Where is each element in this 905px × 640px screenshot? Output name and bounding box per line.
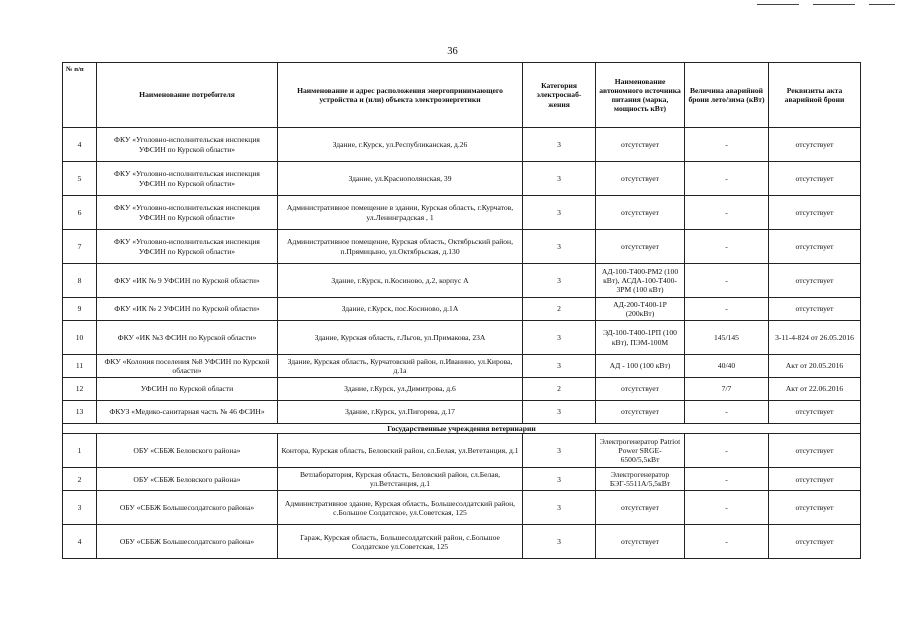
- emergency-reserve-cell: -: [685, 491, 769, 525]
- table-row: [63, 378, 861, 401]
- supply-category-cell: 3: [523, 196, 596, 230]
- row-number-cell: 7: [63, 230, 97, 264]
- row-number-cell: 1: [63, 434, 97, 468]
- object-address-cell: Здание, ул.Краснополянская, 39: [278, 162, 523, 196]
- reserve-act-cell: отсутствует: [769, 401, 861, 424]
- consumer-name-cell: ОБУ «СББЖ Большесолдатского района»: [97, 491, 278, 525]
- row-number-cell: 9: [63, 298, 97, 321]
- supply-category-cell: 2: [523, 298, 596, 321]
- power-source-cell: ЭД-100-Т400-1РП (100 кВт), ПЭМ-100М: [596, 321, 685, 355]
- supply-category-cell: 3: [523, 468, 596, 491]
- page-number: 36: [447, 46, 458, 57]
- power-source-cell: АД - 100 (100 кВт): [596, 355, 685, 378]
- reserve-act-cell: Акт от 22.06.2016: [769, 378, 861, 401]
- object-address-cell: Гараж, Курская область, Большесолдатский район, с.Большое Солдатское ул.Советская, 125: [278, 525, 523, 559]
- power-source-cell: отсутствует: [596, 401, 685, 424]
- reserve-act-cell: отсутствует: [769, 525, 861, 559]
- object-address-cell: Здание, Курская область, Курчатовский район, п.Иванино, ул.Кирова, д.1а: [278, 355, 523, 378]
- supply-category-cell: 3: [523, 355, 596, 378]
- reserve-act-cell: 3-11-4-824 от 26.05.2016: [769, 321, 861, 355]
- consumer-name-cell: ОБУ «СББЖ Большесолдатского района»: [97, 525, 278, 559]
- consumer-name-cell: ФКУ «Уголовно-исполнительская инспекция УФСИН по Курской области»: [97, 196, 278, 230]
- emergency-reserve-cell: 145/145: [685, 321, 769, 355]
- table-row: [63, 162, 861, 196]
- row-number-cell: 4: [63, 525, 97, 559]
- section-row: [63, 424, 861, 434]
- supply-category-cell: 3: [523, 434, 596, 468]
- reserve-act-cell: отсутствует: [769, 162, 861, 196]
- consumer-name-cell: ФКУ «Колония поселения №8 УФСИН по Курской области»: [97, 355, 278, 378]
- emergency-reserve-cell: -: [685, 128, 769, 162]
- emergency-reserve-cell: 40/40: [685, 355, 769, 378]
- object-address-cell: Здание, г.Курск, п.Косиново, д.2, корпус А: [278, 264, 523, 298]
- emergency-reserve-cell: 7/7: [685, 378, 769, 401]
- power-source-cell: отсутствует: [596, 491, 685, 525]
- reserve-act-cell: Акт от 20.05.2016: [769, 355, 861, 378]
- table-row: [63, 491, 861, 525]
- consumer-name-cell: ФКУЗ «Медико-санитарная часть № 46 ФСИН»: [97, 401, 278, 424]
- header-consumer: Наименование потребителя: [97, 63, 278, 128]
- object-address-cell: Здание, г.Курск, ул.Пигорева, д.17: [278, 401, 523, 424]
- object-address-cell: Административное здание, Курская область, Большесолдатский район, с.Большое Солдатское, ул.Советская, 125: [278, 491, 523, 525]
- table-row: [63, 468, 861, 491]
- row-number-cell: 8: [63, 264, 97, 298]
- supply-category-cell: 3: [523, 230, 596, 264]
- header-power-source: Наименование автономного источника питания (марка, мощность кВт): [596, 63, 685, 128]
- reserve-act-cell: отсутствует: [769, 128, 861, 162]
- emergency-reserve-cell: -: [685, 401, 769, 424]
- emergency-reserve-cell: -: [685, 230, 769, 264]
- table-row: [63, 128, 861, 162]
- consumer-name-cell: ФКУ «ИК № 9 УФСИН по Курской области»: [97, 264, 278, 298]
- consumer-table: [62, 62, 861, 559]
- power-source-cell: отсутствует: [596, 378, 685, 401]
- reserve-act-cell: отсутствует: [769, 264, 861, 298]
- supply-category-cell: 3: [523, 321, 596, 355]
- object-address-cell: Административное помещение, Курская область, Октябрьский район, п.Прямицыно, ул.Октябрьская, д.130: [278, 230, 523, 264]
- supply-category-cell: 3: [523, 162, 596, 196]
- reserve-act-cell: отсутствует: [769, 196, 861, 230]
- emergency-reserve-cell: -: [685, 468, 769, 491]
- table-row: [63, 196, 861, 230]
- table-row: [63, 298, 861, 321]
- supply-category-cell: 3: [523, 128, 596, 162]
- power-source-cell: Электрогенератор БЭГ-5511А/5,5кВт: [596, 468, 685, 491]
- row-number-cell: 2: [63, 468, 97, 491]
- consumer-name-cell: УФСИН по Курской области: [97, 378, 278, 401]
- row-number-cell: 5: [63, 162, 97, 196]
- object-address-cell: Контора, Курская область, Беловский район, сл.Белая, ул.Вететанция, д.1: [278, 434, 523, 468]
- reserve-act-cell: отсутствует: [769, 468, 861, 491]
- consumer-name-cell: ФКУ «ИК №3 ФСИН по Курской области»: [97, 321, 278, 355]
- table-row: [63, 355, 861, 378]
- supply-category-cell: 3: [523, 264, 596, 298]
- table-row: [63, 401, 861, 424]
- emergency-reserve-cell: -: [685, 264, 769, 298]
- supply-category-cell: 3: [523, 401, 596, 424]
- consumer-name-cell: ФКУ «Уголовно-исполнительская инспекция УФСИН по Курской области»: [97, 230, 278, 264]
- object-address-cell: Ветлаборатория, Курская область, Беловский район, сл.Белая, ул.Ветстанция, д.1: [278, 468, 523, 491]
- emergency-reserve-cell: -: [685, 162, 769, 196]
- row-number-cell: 4: [63, 128, 97, 162]
- reserve-act-cell: отсутствует: [769, 230, 861, 264]
- reserve-act-cell: отсутствует: [769, 434, 861, 468]
- object-address-cell: Здание, г.Курск, пос.Косиново, д.1А: [278, 298, 523, 321]
- corner-marks: [757, 2, 897, 8]
- header-number: № п/п: [63, 63, 97, 128]
- consumer-name-cell: ФКУ «Уголовно-исполнительская инспекция УФСИН по Курской области»: [97, 128, 278, 162]
- header-act: Реквизиты акта аварийной брони: [769, 63, 861, 128]
- reserve-act-cell: отсутствует: [769, 491, 861, 525]
- power-source-cell: АД-100-Т400-РМ2 (100 кВт), АСДА-100-Т400-3РМ (100 кВт): [596, 264, 685, 298]
- row-number-cell: 12: [63, 378, 97, 401]
- consumer-name-cell: ФКУ «ИК № 2 УФСИН по Курской области»: [97, 298, 278, 321]
- emergency-reserve-cell: -: [685, 525, 769, 559]
- section-title: Государственные учреждения ветеринарии: [63, 424, 861, 434]
- emergency-reserve-cell: -: [685, 298, 769, 321]
- row-number-cell: 10: [63, 321, 97, 355]
- consumer-name-cell: ФКУ «Уголовно-исполнительская инспекция УФСИН по Курской области»: [97, 162, 278, 196]
- power-source-cell: АД-200-Т400-1Р (200кВт): [596, 298, 685, 321]
- header-category: Категория электроснаб-жения: [523, 63, 596, 128]
- supply-category-cell: 2: [523, 378, 596, 401]
- emergency-reserve-cell: -: [685, 196, 769, 230]
- object-address-cell: Административное помещение в здании, Курская область, г.Курчатов, ул.Ленинградская , 1: [278, 196, 523, 230]
- table-header-row: [63, 63, 861, 128]
- consumer-name-cell: ОБУ «СББЖ Беловского района»: [97, 434, 278, 468]
- consumer-name-cell: ОБУ «СББЖ Беловского района»: [97, 468, 278, 491]
- header-reserve: Величина аварийной брони лето/зима (кВт): [685, 63, 769, 128]
- row-number-cell: 11: [63, 355, 97, 378]
- emergency-reserve-cell: -: [685, 434, 769, 468]
- object-address-cell: Здание, Курская область, г.Льгов, ул.Примакова, 23А: [278, 321, 523, 355]
- header-address: Наименование и адрес расположения энергопринимающего устройства и (или) объекта электроэнергетики: [278, 63, 523, 128]
- table-row: [63, 321, 861, 355]
- power-source-cell: отсутствует: [596, 230, 685, 264]
- row-number-cell: 13: [63, 401, 97, 424]
- table-row: [63, 264, 861, 298]
- object-address-cell: Здание, г.Курск, ул.Димитрова, д.6: [278, 378, 523, 401]
- reserve-act-cell: отсутствует: [769, 298, 861, 321]
- row-number-cell: 3: [63, 491, 97, 525]
- power-source-cell: отсутствует: [596, 196, 685, 230]
- table-row: [63, 230, 861, 264]
- supply-category-cell: 3: [523, 525, 596, 559]
- supply-category-cell: 3: [523, 491, 596, 525]
- table-row: [63, 434, 861, 468]
- power-source-cell: Электрогенератор Patriot Power SRGE-6500/5,5кВт: [596, 434, 685, 468]
- power-source-cell: отсутствует: [596, 128, 685, 162]
- power-source-cell: отсутствует: [596, 525, 685, 559]
- row-number-cell: 6: [63, 196, 97, 230]
- object-address-cell: Здание, г.Курск, ул.Республиканская, д.26: [278, 128, 523, 162]
- table-row: [63, 525, 861, 559]
- power-source-cell: отсутствует: [596, 162, 685, 196]
